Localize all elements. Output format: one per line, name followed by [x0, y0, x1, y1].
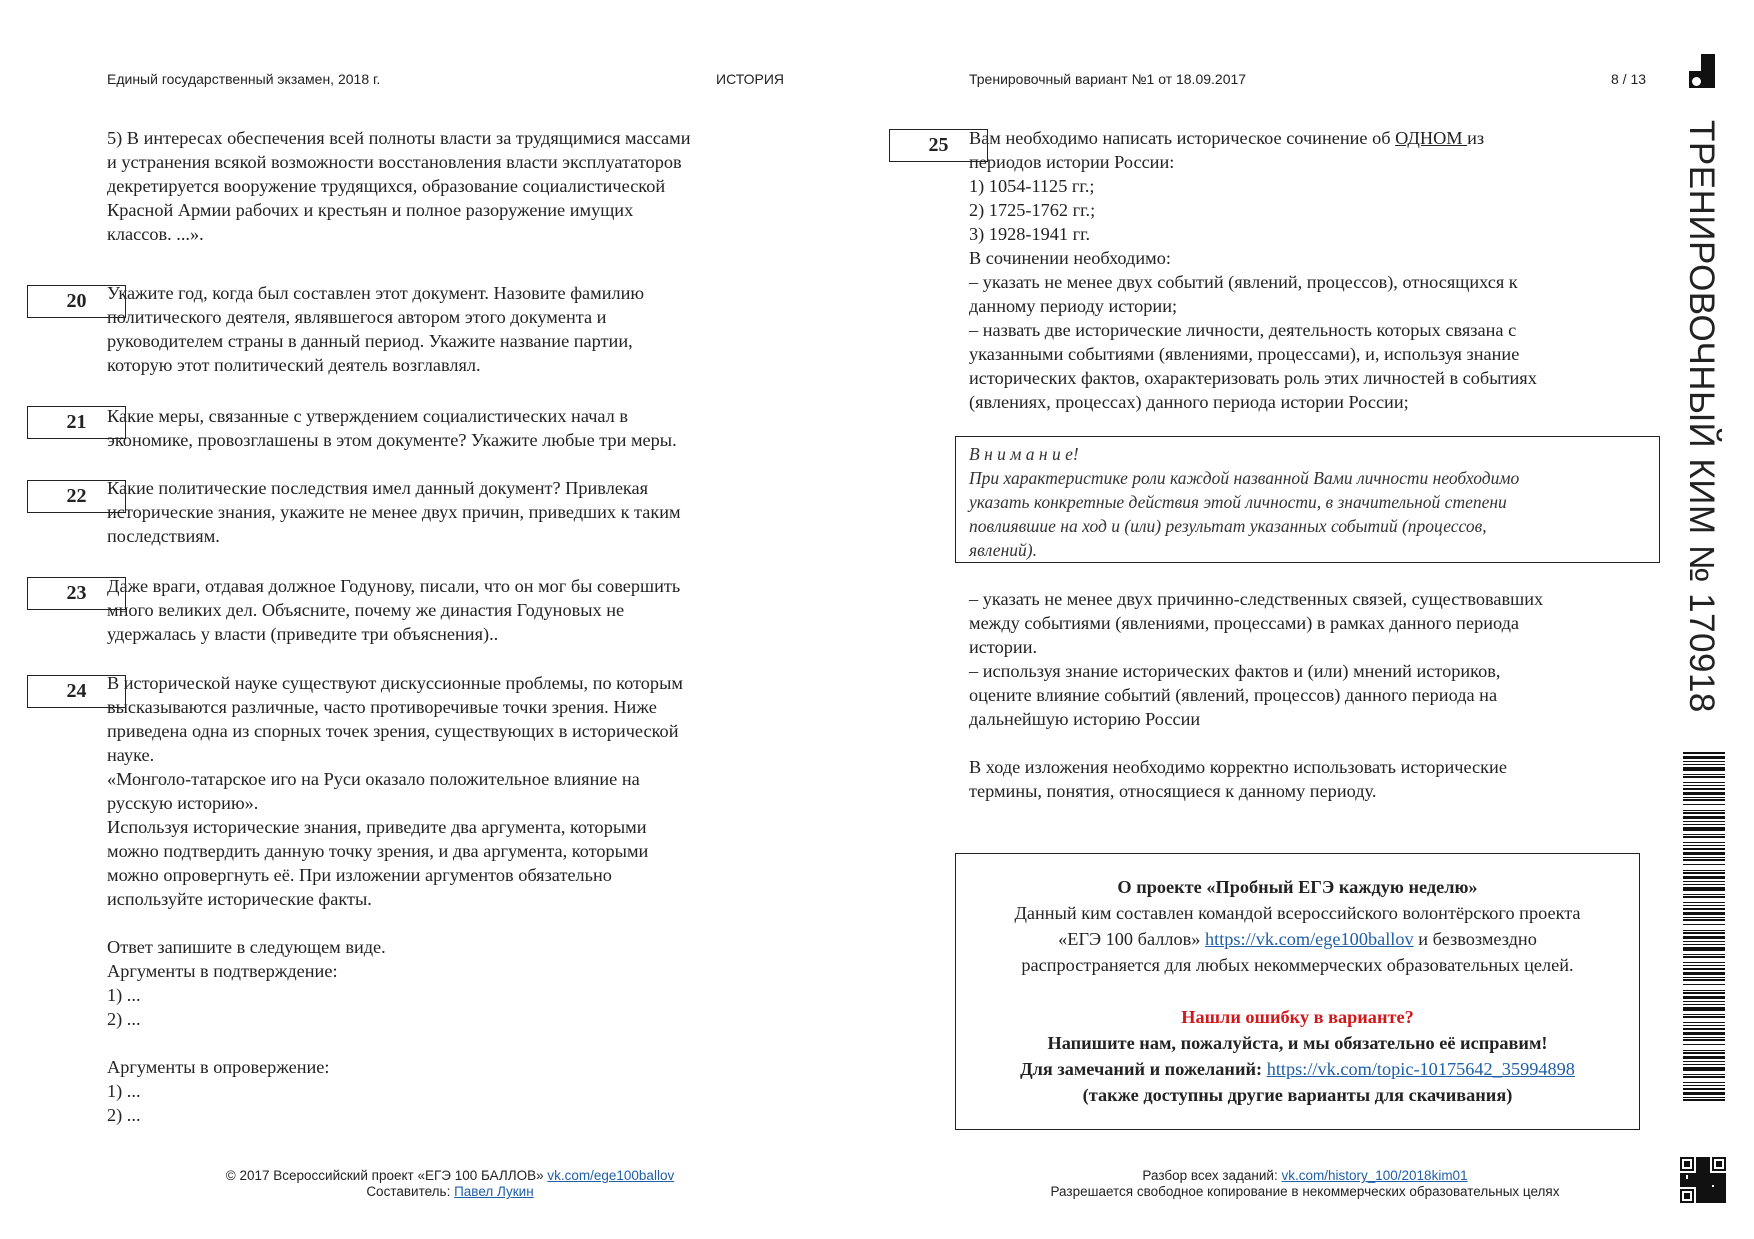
text-line: Какие меры, связанные с утверждением социалистических начал в [107, 406, 629, 426]
text-line: – назвать две исторические личности, деятельность которых связана с [969, 320, 1517, 340]
text-line: Красной Армии рабочих и крестьян и полное разоружение имущих [107, 200, 634, 220]
text-line: термины, понятия, относящиеся к данному периоду. [969, 781, 1377, 801]
text-line: дальнейшую историю России [969, 709, 1201, 729]
text-line: Ответ запишите в следующем виде. [107, 937, 386, 957]
text-line: периодов истории России: [969, 152, 1175, 172]
spacer [956, 978, 1639, 1004]
text-line: 3) 1928-1941 гг. [969, 224, 1091, 244]
header-subject: ИСТОРИЯ [716, 71, 785, 87]
question-number-23: 23 [27, 577, 126, 610]
footer-left [180, 1168, 720, 1200]
footer-vk-link[interactable]: vk.com/ege100ballov [547, 1168, 675, 1183]
barcode-icon [1683, 752, 1725, 1102]
text-line: – указать не менее двух событий (явлений, процессов), относящихся к [969, 272, 1518, 292]
footer-copyright: © 2017 Всероссийский проект «ЕГЭ 100 БАЛЛОВ» [225, 1168, 544, 1183]
vertical-title-text: ТРЕНИРОВОЧНЫЙ КИМ № 170918 [1682, 120, 1721, 713]
question-20-text [107, 281, 787, 377]
question-number-22: 22 [27, 480, 126, 513]
q25-intro-underlined: ОДНОМ [1395, 128, 1468, 148]
footer-analysis-line [985, 1168, 1625, 1184]
text-line: Используя исторические знания, приведите два аргумента, которыми [107, 817, 647, 837]
text-line: 1) ... [107, 985, 141, 1005]
text-line: данному периоду истории; [969, 296, 1178, 316]
footer-author-link[interactable]: Павел Лукин [454, 1184, 534, 1199]
text-line: высказываются различные, часто противоречивые точки зрения. Ниже [107, 697, 657, 717]
text-line: и устранения всякой возможности восстановления власти эксплуататоров [107, 152, 682, 172]
text-line: Укажите год, когда был составлен этот документ. Назовите фамилию [107, 283, 645, 303]
text-line: повлиявшие на ход и (или) результат указанных событий (процессов, [969, 516, 1487, 536]
text-line: указанными событиями (явлениями, процессами), и, используя знание [969, 344, 1520, 364]
project-info-box [955, 853, 1640, 1130]
text-line: экономике, провозглашены в этом документе? Укажите любые три меры. [107, 430, 677, 450]
text-line: Аргументы в подтверждение: [107, 961, 338, 981]
question-number-21: 21 [27, 406, 126, 439]
error-line-2 [956, 1056, 1639, 1082]
question-25-requirements [969, 587, 1637, 803]
text-line: 5) В интересах обеспечения всей полноты власти за трудящимися массами [107, 128, 691, 148]
text-line: исторических фактов, охарактеризовать роль этих личностей в событиях [969, 368, 1537, 388]
text-line: удержалась у власти (приведите три объяснения).. [107, 624, 499, 644]
error-title: Нашли ошибку в варианте? [1181, 1007, 1414, 1027]
question-number-24: 24 [27, 675, 126, 708]
question-22-text [107, 476, 787, 548]
text-line: 2) ... [107, 1105, 141, 1125]
text-line: При характеристике роли каждой названной Вами личности необходимо [969, 468, 1520, 488]
text-line: В исторической науке существуют дискуссионные проблемы, по которым [107, 673, 683, 693]
text-line: можно опровергнуть её. При изложении аргументов обязательно [107, 865, 612, 885]
text-line: приведена одна из спорных точек зрения, существующих в исторической [107, 721, 679, 741]
footer-license: Разрешается свободное копирование в некоммерческих образовательных целях [1050, 1184, 1560, 1199]
footer-right [985, 1168, 1625, 1200]
question-23-text [107, 574, 787, 646]
text-line: последствиям. [107, 526, 220, 546]
q25-intro-after: из [1467, 128, 1485, 148]
text-line: В ходе изложения необходимо корректно использовать исторические [969, 757, 1507, 777]
header-page-number: 8 / 13 [1611, 71, 1647, 87]
text-line [107, 1031, 787, 1055]
text-line: которую этот политический деятель возглавлял. [107, 355, 481, 375]
question-number-25: 25 [889, 129, 988, 162]
error-topic-link[interactable]: https://vk.com/topic-10175642_35994898 [1266, 1059, 1575, 1079]
text-line: русскую историю». [107, 793, 259, 813]
footer-analysis-link[interactable]: vk.com/history_100/2018kim01 [1281, 1168, 1468, 1183]
text-line: – используя знание исторических фактов и (или) мнений историков, [969, 661, 1501, 681]
error-line-2-label: Для замечаний и пожеланий: [1020, 1059, 1263, 1079]
text-line: 1) ... [107, 1081, 141, 1101]
text-line: классов. ...». [107, 224, 204, 244]
text-line [107, 911, 787, 935]
error-line-3: (также доступны другие варианты для скачивания) [1082, 1085, 1513, 1105]
text-line: руководителем страны в данный период. Укажите название партии, [107, 331, 633, 351]
attention-title: В н и м а н и е! [969, 444, 1079, 464]
q25-intro-before: Вам необходимо написать историческое сочинение об [969, 128, 1391, 148]
header-variant: Тренировочный вариант №1 от 18.09.2017 [969, 71, 1247, 87]
text-line: 2) 1725-1762 гг.; [969, 200, 1096, 220]
qr-code-icon [1680, 1157, 1726, 1203]
text-line: В сочинении необходимо: [969, 248, 1171, 268]
project-line-2-after: и безвозмездно [1418, 929, 1537, 949]
text-line: Даже враги, отдавая должное Годунову, писали, что он мог бы совершить [107, 576, 681, 596]
text-line: Какие политические последствия имел данный документ? Привлекая [107, 478, 649, 498]
text-line: можно подтвердить данную точку зрения, и два аргумента, которыми [107, 841, 649, 861]
text-line: оцените влияние событий (явлений, процессов) данного периода на [969, 685, 1498, 705]
text-line: науке. [107, 745, 155, 765]
project-line-2-before: «ЕГЭ 100 баллов» [1058, 929, 1201, 949]
question-21-text [107, 404, 787, 452]
footer-author-line [180, 1184, 720, 1200]
text-line: 2) ... [107, 1009, 141, 1029]
question-24-text [107, 671, 787, 1127]
text-line: «Монголо-татарское иго на Руси оказало положительное влияние на [107, 769, 640, 789]
footer-author-label: Составитель: [366, 1184, 451, 1199]
text-line: явлений). [969, 540, 1037, 560]
project-line-1: Данный ким составлен командой всероссийского волонтёрского проекта [1014, 903, 1581, 923]
error-line-1: Напишите нам, пожалуйста, и мы обязательно её исправим! [1047, 1033, 1548, 1053]
text-line: между событиями (явлениями, процессами) в рамках данного периода [969, 613, 1520, 633]
text-line: много великих дел. Объясните, почему же династия Годуновых не [107, 600, 625, 620]
text-line: 1) 1054-1125 гг.; [969, 176, 1095, 196]
text-line: политического деятеля, являвшегося автором этого документа и [107, 307, 607, 327]
text-line: исторические знания, укажите не менее двух причин, приведших к таким [107, 502, 681, 522]
project-vk-link[interactable]: https://vk.com/ege100ballov [1204, 929, 1414, 949]
text-line: (явлениях, процессах) данного периода истории России; [969, 392, 1409, 412]
q25-intro-line [969, 126, 1637, 150]
question-25-text [969, 126, 1637, 414]
footer-copyright-line [180, 1168, 720, 1184]
text-line [969, 731, 1637, 755]
text-line: Аргументы в опровержение: [107, 1057, 330, 1077]
project-title: О проекте «Пробный ЕГЭ каждую неделю» [1117, 877, 1478, 897]
text-line: декретируется вооружение трудящихся, образование социалистической [107, 176, 666, 196]
vertical-variant-title [1682, 120, 1721, 720]
question-number-20: 20 [27, 285, 126, 318]
text-line: истории. [969, 637, 1038, 657]
header-subject-exam: Единый государственный экзамен, 2018 г. [107, 71, 381, 87]
project-line-3: распространяется для любых некоммерческих образовательных целей. [1021, 955, 1574, 975]
footer-analysis-label: Разбор всех заданий: [1142, 1168, 1278, 1183]
text-line: используйте исторические факты. [107, 889, 372, 909]
document-continuation [107, 126, 787, 246]
project-line-2 [956, 926, 1639, 952]
corner-marker-icon [1689, 54, 1715, 88]
attention-box [955, 436, 1660, 563]
text-line: – указать не менее двух причинно-следственных связей, существовавших [969, 589, 1544, 609]
text-line: указать конкретные действия этой личности, в значительной степени [969, 492, 1507, 512]
